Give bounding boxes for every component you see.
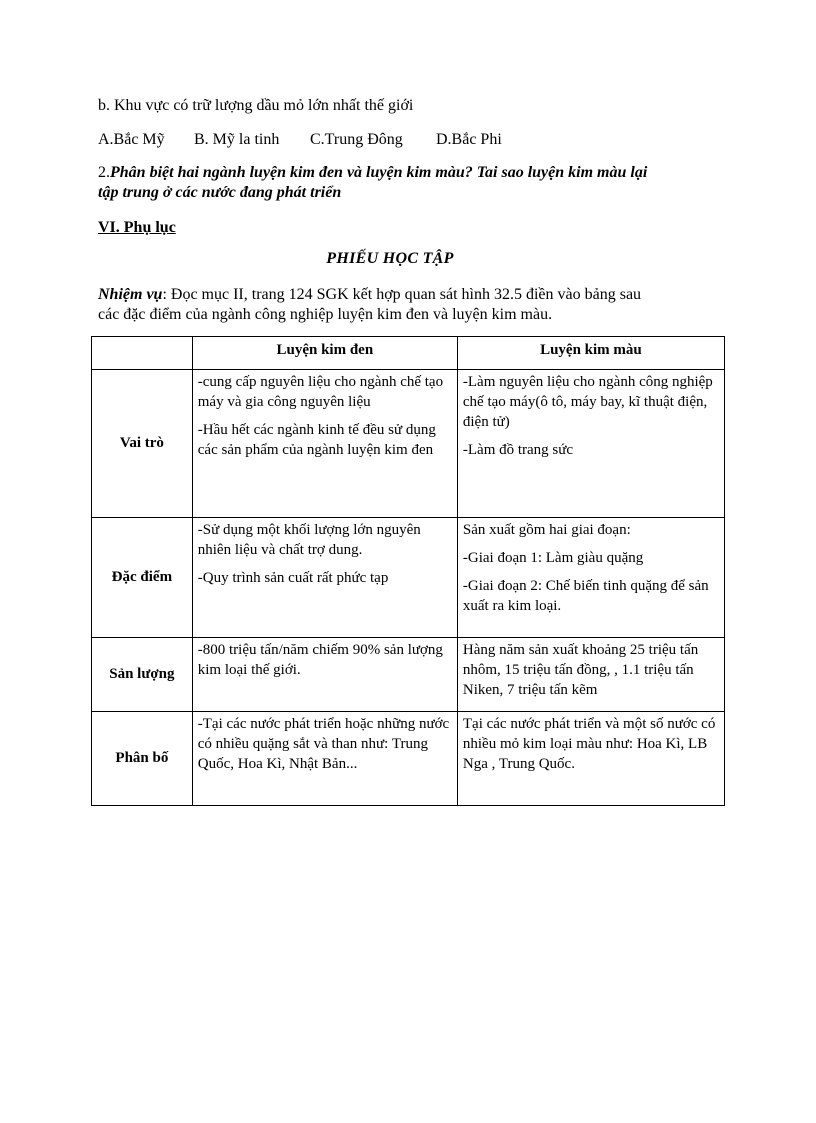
cell-ferrous-features [192, 518, 457, 638]
choice-b: B. Mỹ la tinh [194, 131, 280, 148]
cell-paragraph: -Giai đoạn 2: Chế biến tinh quặng để sản xuất ra kim loại. [462, 578, 709, 614]
choice-d: D.Bắc Phi [436, 131, 502, 148]
task-line2: các đặc điểm của ngành công nghiệp luyện kim đen và luyện kim màu. [98, 306, 553, 323]
table-header-row [92, 337, 725, 370]
table-row [92, 370, 725, 518]
question-2-line2: tập trung ở các nước đang phát triển [98, 184, 342, 201]
table-row [92, 518, 725, 638]
row-label-output: Sản lượng [92, 638, 193, 712]
choice-a: A.Bắc Mỹ [98, 131, 165, 148]
worksheet-title: PHIẾU HỌC TẬP [326, 250, 454, 267]
task-text: : Đọc mục II, trang 124 SGK kết hợp quan sát hình 32.5 điền vào bảng sau [162, 286, 642, 303]
cell-paragraph: -800 triệu tấn/năm chiếm 90% sản lượng kim loại thế giới. [197, 642, 443, 678]
cell-nonferrous-features [457, 518, 724, 638]
header-nonferrous: Luyện kim màu [457, 337, 724, 370]
cell-paragraph: -Hầu hết các ngành kinh tế đều sử dụng các sản phẩm của ngành luyện kim đen [197, 422, 436, 458]
header-ferrous: Luyện kim đen [192, 337, 457, 370]
row-label-role: Vai trò [92, 370, 193, 518]
cell-paragraph: -Làm đồ trang sức [462, 442, 574, 458]
choice-c: C.Trung Đông [310, 131, 403, 148]
question-2-text: Phân biệt hai ngành luyện kim đen và luyện kim màu? Tai sao luyện kim màu lại [110, 164, 648, 181]
cell-paragraph: -Quy trình sản cuất rất phức tạp [197, 570, 389, 586]
question-b: b. Khu vực có trữ lượng dầu mỏ lớn nhất thế giới [98, 97, 414, 114]
cell-paragraph: -Sử dụng một khối lượng lớn nguyên nhiên liệu và chất trợ dung. [197, 522, 421, 558]
cell-paragraph: Hàng năm sản xuất khoảng 25 triệu tấn nhôm, 15 triệu tấn đồng, , 1.1 triệu tấn Niken, 7 triệu tấn kẽm [462, 642, 699, 698]
row-label-features: Đặc điểm [92, 518, 193, 638]
table-row [92, 712, 725, 806]
section-heading: VI. Phụ lục [98, 219, 176, 236]
answer-choices [98, 131, 502, 149]
question-2-line1 [98, 164, 647, 182]
cell-ferrous-output [192, 638, 457, 712]
row-label-distribution: Phân bố [92, 712, 193, 806]
cell-paragraph: -Làm nguyên liệu cho ngành công nghiệp chế tạo máy(ô tô, máy bay, kĩ thuật điện, điện tử) [462, 374, 713, 430]
cell-paragraph: -cung cấp nguyên liệu cho ngành chế tạo máy và gia công nguyên liệu [197, 374, 444, 410]
header-empty [92, 337, 193, 370]
task-line1 [98, 286, 641, 304]
cell-paragraph: Tại các nước phát triển và một số nước có nhiều mỏ kim loại màu như: Hoa Kì, LB Nga , Trung Quốc. [462, 716, 716, 772]
cell-nonferrous-role [457, 370, 724, 518]
cell-nonferrous-output [457, 638, 724, 712]
cell-paragraph: Sản xuất gồm hai giai đoạn: [462, 522, 631, 538]
cell-ferrous-distribution [192, 712, 457, 806]
question-2-number: 2. [98, 164, 110, 181]
task-label: Nhiệm vụ [98, 286, 163, 303]
cell-nonferrous-distribution [457, 712, 724, 806]
cell-ferrous-role [192, 370, 457, 518]
cell-paragraph: -Giai đoạn 1: Làm giàu quặng [462, 550, 644, 566]
cell-paragraph: -Tại các nước phát triển hoặc những nước có nhiều quặng sắt và than như: Trung Quốc, Hoa Kì, Nhật Bản... [197, 716, 450, 772]
worksheet-table [91, 336, 725, 806]
table-row [92, 638, 725, 712]
